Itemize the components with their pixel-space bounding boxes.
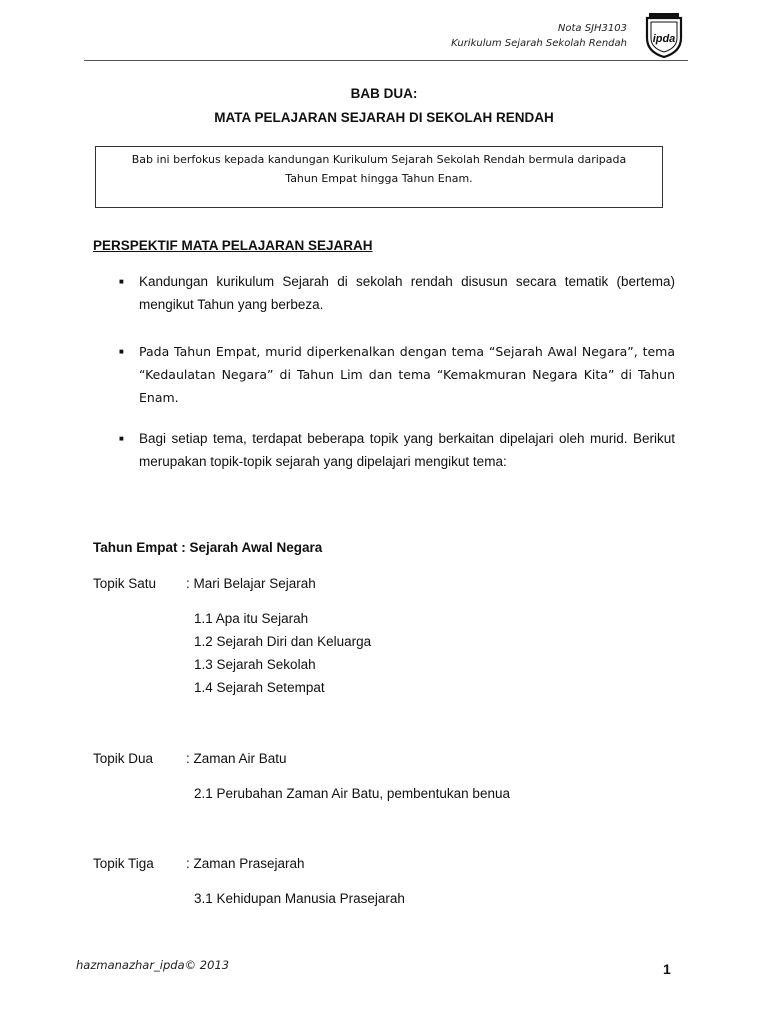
topic-subitem: 1.2 Sejarah Diri dan Keluarga bbox=[194, 634, 372, 649]
header-course-title: Kurikulum Sejarah Sekolah Rendah bbox=[451, 38, 627, 49]
footer-credit: hazmanazhar_ipda© 2013 bbox=[76, 958, 230, 972]
intro-line-1: Bab ini berfokus kepada kandungan Kurikulum Sejarah Sekolah Rendah bermula daripada bbox=[131, 153, 627, 166]
topic-label: Topik Tiga bbox=[93, 856, 154, 871]
bullet-item: Bagi setiap tema, terdapat beberapa topik yang berkaitan dipelajari oleh murid. Berikut merupakan topik-topik sejarah yang dipelajari mengikut tema: bbox=[139, 431, 675, 469]
topic-subitem: 1.1 Apa itu Sejarah bbox=[194, 611, 309, 626]
ipda-logo bbox=[643, 12, 685, 58]
topic-subitem: 1.3 Sejarah Sekolah bbox=[194, 657, 316, 672]
bullet-marker: ■ bbox=[119, 434, 124, 443]
intro-line-2: Tahun Empat hingga Tahun Enam. bbox=[285, 172, 473, 185]
intro-box bbox=[95, 146, 663, 208]
topic-title: : Zaman Prasejarah bbox=[186, 856, 305, 871]
topic-subitem: 1.4 Sejarah Setempat bbox=[194, 680, 325, 695]
header-course-code: Nota SJH3103 bbox=[557, 23, 627, 34]
page-number: 1 bbox=[663, 961, 671, 977]
bullet-item: Kandungan kurikulum Sejarah di sekolah rendah disusun secara tematik (bertema) mengikut Tahun yang berbeza. bbox=[139, 274, 675, 312]
chapter-title: MATA PELAJARAN SEJARAH DI SEKOLAH RENDAH bbox=[214, 110, 554, 125]
topic-label: Topik Satu bbox=[93, 576, 157, 591]
bullet-marker: ■ bbox=[119, 277, 124, 286]
topic-subitem: 3.1 Kehidupan Manusia Prasejarah bbox=[194, 891, 405, 906]
chapter-label: BAB DUA: bbox=[350, 86, 418, 101]
topic-label: Topik Dua bbox=[93, 751, 154, 766]
header-divider bbox=[84, 60, 688, 61]
topic-title: : Mari Belajar Sejarah bbox=[186, 576, 316, 591]
bullet-item: Pada Tahun Empat, murid diperkenalkan dengan tema “Sejarah Awal Negara”, tema “Kedaulatan Negara” di Tahun Lim dan tema “Kemakmuran Negara Kita” di Tahun Enam. bbox=[139, 344, 675, 405]
logo-text: ipda bbox=[652, 33, 676, 45]
section-heading: PERSPEKTIF MATA PELAJARAN SEJARAH bbox=[93, 238, 373, 253]
year-heading: Tahun Empat : Sejarah Awal Negara bbox=[93, 540, 323, 555]
topic-subitem: 2.1 Perubahan Zaman Air Batu, pembentukan benua bbox=[194, 786, 510, 801]
bullet-marker: ■ bbox=[119, 347, 124, 356]
topic-title: : Zaman Air Batu bbox=[186, 751, 287, 766]
